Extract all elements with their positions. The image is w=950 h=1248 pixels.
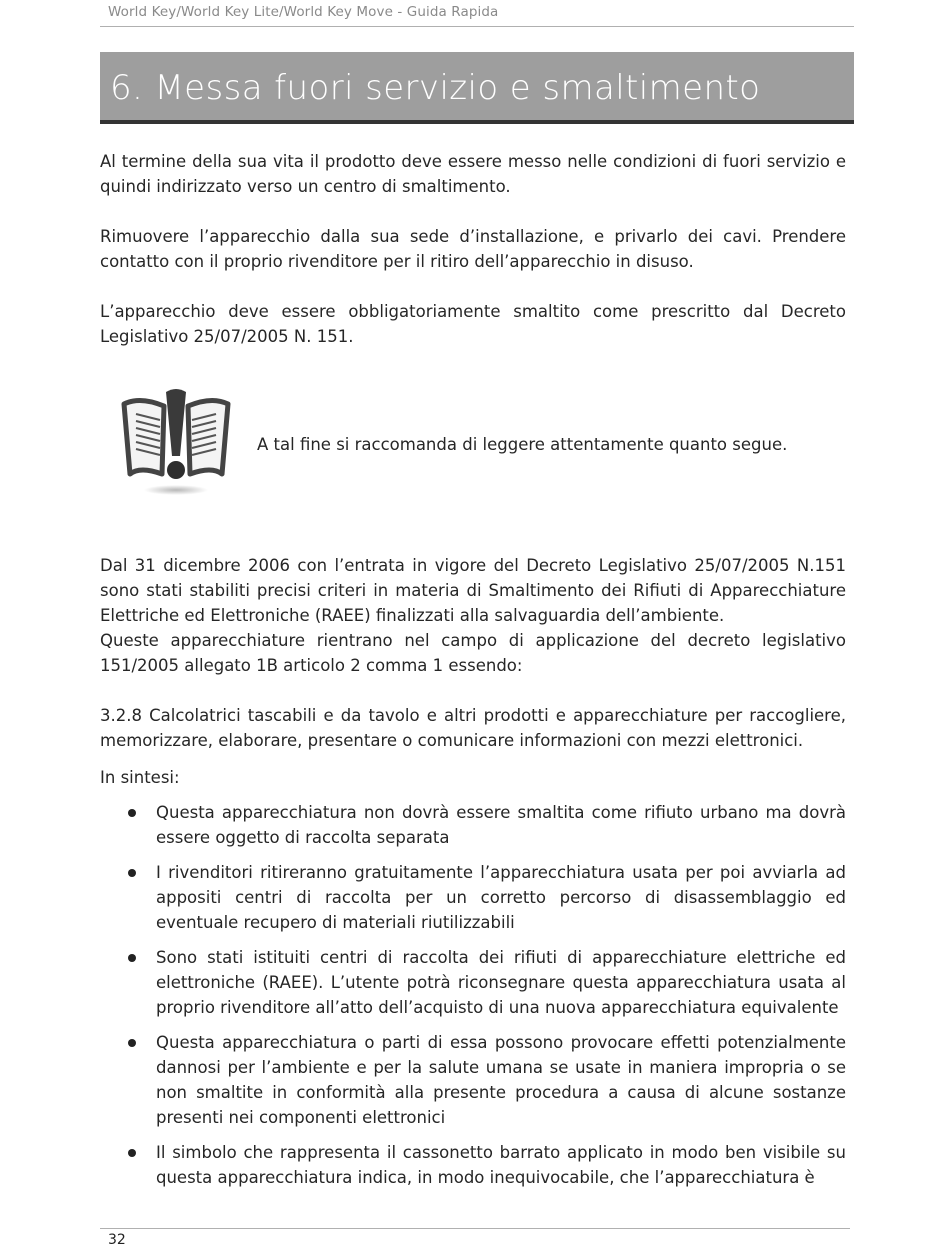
paragraph: L’apparecchio deve essere obbligatoriamente smaltito come prescritto dal Decreto Legislativo 25/07/2005 N. 151. <box>100 302 846 346</box>
list-item-text: Sono stati istituiti centri di raccolta dei rifiuti di apparecchiature elettriche ed elettroniche (RAEE). L’utente potrà riconsegnare questa apparecchiatura usata al proprio rivenditore all’atto dell’acquisto di una nuova apparecchiatura equivalente <box>156 948 846 1017</box>
bullet-icon <box>128 1149 136 1157</box>
paragraph: Al termine della sua vita il prodotto deve essere messo nelle condizioni di fuori servizio e quindi indirizzato verso un centro di smaltimento. <box>100 152 846 196</box>
paragraph: Rimuovere l’apparecchio dalla sua sede d’installazione, e privarlo dei cavi. Prendere contatto con il proprio rivenditore per il ritiro dell’apparecchio in disuso. <box>100 227 846 271</box>
list-item-text: Il simbolo che rappresenta il cassonetto barrato applicato in modo ben visibile su questa apparecchiatura indica, in modo inequivocabile, che l’apparecchiatura è <box>156 1143 846 1187</box>
list-item <box>100 1140 846 1190</box>
list-item-text: I rivenditori ritireranno gratuitamente l’apparecchiatura usata per poi avviarla ad appositi centri di raccolta per un corretto percorso di disassemblaggio ed eventuale recupero di materiali riutilizzabili <box>156 863 846 932</box>
paragraph: 3.2.8 Calcolatrici tascabili e da tavolo e altri prodotti e apparecchiature per raccogliere, memorizzare, elaborare, presentare o comunicare informazioni con mezzi elettronici. <box>100 706 846 750</box>
paragraph: Queste apparecchiature rientrano nel campo di applicazione del decreto legislativo 151/2005 allegato 1B articolo 2 comma 1 essendo: <box>100 631 846 675</box>
summary-list <box>100 800 846 1190</box>
bullet-icon <box>128 954 136 962</box>
chapter-title: 6. Messa fuori servizio e smaltimento <box>110 68 761 108</box>
page-content <box>100 149 846 1200</box>
list-item <box>100 860 846 935</box>
header-divider <box>100 26 854 27</box>
list-item <box>100 1030 846 1130</box>
notice-text: A tal fine si raccomanda di leggere attentamente quanto segue. <box>257 435 788 454</box>
bullet-icon <box>128 869 136 877</box>
running-header: World Key/World Key Lite/World Key Move - Guida Rapida <box>108 4 499 20</box>
notice-block <box>100 386 846 508</box>
bullet-icon <box>128 1039 136 1047</box>
list-item-text: Questa apparecchiatura o parti di essa possono provocare effetti potenzialmente dannosi per l’ambiente e per la salute umana se usate in maniera impropria o se non smaltite in conformità alla presente procedura a causa di alcune sostanze presenti nei componenti elettronici <box>156 1033 846 1127</box>
paragraph: In sintesi: <box>100 768 180 787</box>
read-manual-warning-icon <box>118 386 234 496</box>
list-item <box>100 800 846 850</box>
footer-divider <box>100 1228 850 1229</box>
list-item-text: Questa apparecchiatura non dovrà essere smaltita come rifiuto urbano ma dovrà essere oggetto di raccolta separata <box>156 803 846 847</box>
page-number: 32 <box>108 1232 126 1248</box>
chapter-heading-box <box>100 52 854 124</box>
paragraph: Dal 31 dicembre 2006 con l’entrata in vigore del Decreto Legislativo 25/07/2005 N.151 sono stati stabiliti precisi criteri in materia di Smaltimento dei Rifiuti di Apparecchiature Elettriche ed Elettroniche (RAEE) finalizzati alla salvaguardia dell’ambiente. <box>100 556 846 625</box>
list-item <box>100 945 846 1020</box>
bullet-icon <box>128 809 136 817</box>
